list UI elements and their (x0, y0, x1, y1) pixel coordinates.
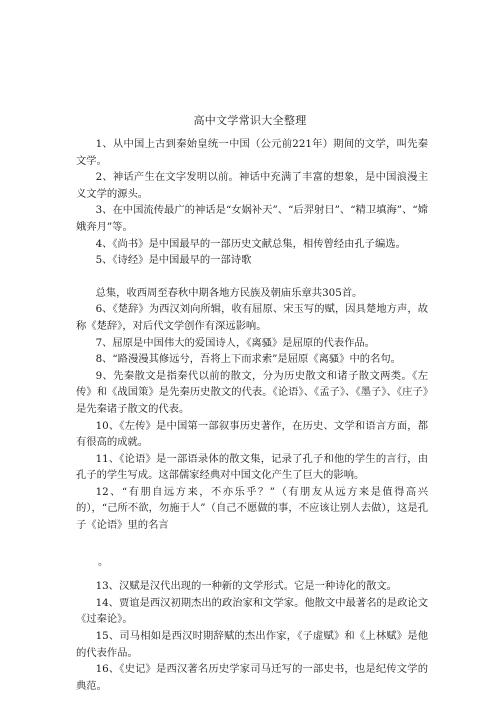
paragraph-12-end-mark: 。 (98, 555, 109, 568)
page-break-gap (76, 534, 428, 554)
paragraph-16: 16、《史记》是西汉著名历史学家司马迁写的一部史书，也是纪传文学的典范。 (76, 663, 428, 692)
spacer (76, 570, 428, 578)
page-title: 高中文学常识大全整理 (193, 114, 307, 127)
page-break-gap (76, 269, 428, 285)
paragraph-7: 7、屈原是中国伟大的爱国诗人，《离骚》是屈原的代表作品。 (95, 336, 375, 349)
paragraph-11: 11、《论语》是一部语录体的散文集，记录了孔子和他的学生的言行，由孔子的学生写成。这部儒家经典对中国文化产生了巨大的影响。 (76, 452, 428, 482)
paragraph-12: 12、“有朋自远方来，不亦乐乎？”（有朋友从远方来是值得高兴的），“己所不欲，勿施于人”（自己不愿做的事，不应该让别人去做），这是孔子《论语》里的名言 (76, 485, 428, 532)
paragraph-2: 2、神话产生在文字发明以前。神话中充满了丰富的想象，是中国浪漫主义文学的源头。 (76, 171, 428, 200)
paragraph-13: 13、汉赋是汉代出现的一种新的文学形式。它是一种诗化的散文。 (95, 580, 397, 593)
paragraph-6: 6、《楚辞》为西汉刘向所辑，收有屈原、宋玉写的赋，因具楚地方声，故称《楚辞》，对后代文学创作有深远影响。 (76, 303, 428, 332)
paragraph-3: 3、在中国流传最广的神话是“女娲补天”、“后羿射日”、“精卫填海”、“嫦娥奔月”等。 (76, 204, 428, 233)
paragraph-10: 10、《左传》是中国第一部叙事历史著作，在历史、文学和语言方面，都有很高的成就。 (76, 419, 428, 449)
paragraph-4: 4、《尚书》是中国最早的一部历史文献总集，相传曾经由孔子编选。 (95, 237, 406, 250)
paragraph-9: 9、先秦散文是指秦代以前的散文，分为历史散文和诸子散文两类。《左传》和《战国策》是先秦历史散文的代表。《论语》、《孟子》、《墨子》、《庄子》是先秦诸子散文的代表。 (76, 369, 428, 415)
paragraph-15: 15、司马相如是西汉时期辞赋的杰出作家，《子虚赋》和《上林赋》是他的代表作品。 (76, 630, 428, 659)
paragraph-8: 8、“路漫漫其修远兮，吾将上下而求索”是屈原《离骚》中的名句。 (95, 353, 401, 366)
paragraph-14: 14、贾谊是西汉初期杰出的政治家和文学家。他散文中最著名的是政论文《过秦论》。 (76, 596, 428, 626)
paragraph-1: 1、从中国上古到秦始皇统一中国（公元前221年）期间的文学，叫先秦文学。 (76, 138, 428, 167)
document-body (76, 136, 428, 694)
paragraph-5-continued: 总集，收西周至春秋中期各地方民族及朝庙乐章共305首。 (95, 286, 363, 299)
paragraph-5: 5、《诗经》是中国最早的一部诗歌 (95, 254, 252, 267)
